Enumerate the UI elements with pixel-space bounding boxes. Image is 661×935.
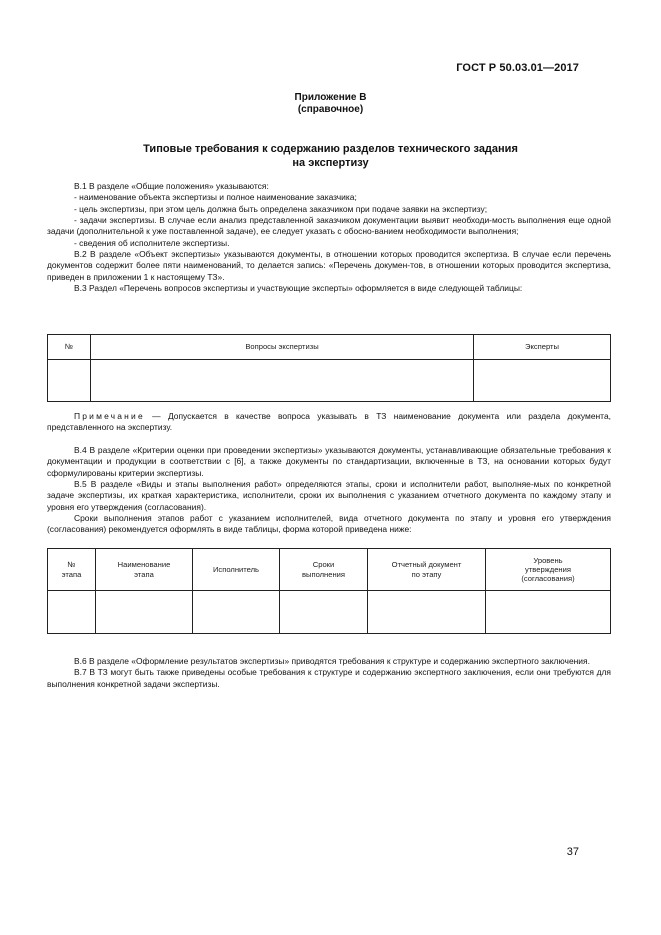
paragraph: В.1 В разделе «Общие положения» указываются: [74, 181, 269, 191]
paragraph: - сведения об исполнителе экспертизы. [74, 237, 230, 248]
header-line: Наименование [117, 560, 171, 570]
section-title-line1: Типовые требования к содержанию разделов технического задания [143, 143, 518, 155]
appendix-title [0, 92, 661, 116]
header-line: утверждения [525, 564, 571, 574]
paragraph: В.4 В разделе «Критерии оценки при проведении экспертизы» указываются документы, устанавливающие обязательные требования к документации и продукции в соответствии с [6], а также документы по стандартизации, включенные в ТЗ, на основании которых будут сформулированы критерии экспертизы. [47, 445, 611, 478]
header-line: Уровень [533, 555, 563, 565]
paragraph: - цель экспертизы, при этом цель должна быть определена заказчиком при подаче заявки на экспертизу; [74, 203, 488, 214]
table-header-cell: Эксперты [474, 335, 611, 360]
paragraph: В.5 В разделе «Виды и этапы выполнения работ» определяются этапы, сроки и исполнители работ, выполняе-мых по конкретной задаче экспертизы, их краткая характеристика, исполнители, сроки их выполнения с указанием отчетного документа по каждому этапу и уровня его утверждения (согласования). [47, 479, 611, 512]
page-number: 37 [566, 846, 579, 858]
header-line: этапа [134, 569, 154, 579]
paragraph: В.7 В ТЗ могут быть также приведены особые требования к структуре и содержанию экспертного заключения, если они требуются для выполнения конкретной задачи экспертизы. [47, 667, 611, 689]
paragraph: - задачи экспертизы. В случае если анализ представленной заказчиком документации выявит необходи-мость выполнения еще одной задачи (дополнительной к уже поставленной задаче), ее следует указать с обосно-ванием необходимости выполнения; [47, 215, 611, 237]
stages-table [47, 548, 611, 634]
paragraph: В.6 В разделе «Оформление результатов экспертизы» приводятся требования к структуре и содержанию экспертного заключения. [74, 656, 590, 666]
table-header-cell [96, 549, 193, 591]
header-line: № [67, 560, 76, 570]
table-cell [368, 591, 486, 634]
table-cell [193, 591, 280, 634]
table-header-cell: Вопросы экспертизы [91, 335, 474, 360]
table-cell [96, 591, 193, 634]
section-title [0, 143, 661, 170]
table-header-cell [193, 549, 280, 591]
questions-table [47, 334, 611, 402]
note-text: — Допускается в качестве вопроса указывать в ТЗ наименование документа или раздела документа, представленного на экспертизу. [47, 411, 611, 433]
header-line: Исполнитель [212, 564, 260, 574]
table-note [47, 411, 611, 434]
note-label: Примечание [74, 411, 145, 421]
table-cell [474, 360, 611, 402]
appendix-name: Приложение В [294, 92, 367, 103]
paragraph: Сроки выполнения этапов работ с указанием исполнителей, вида отчетного документа по этапу и уровня его утверждения (согласования) рекомендуется оформлять в виде таблицы, форма которой приведена ниже: [47, 513, 611, 535]
table-header-cell: № [48, 335, 91, 360]
table-header-cell [368, 549, 486, 591]
table-cell [280, 591, 368, 634]
header-line: этапа [61, 569, 82, 579]
document-code: ГОСТ Р 50.03.01—2017 [456, 62, 579, 74]
paragraph: В.2 В разделе «Объект экспертизы» указываются документы, в отношении которых проводится экспертиза. В случае если перечень документов содержит более пяти наименований, то делается запись: «Перечень докумен-тов, в отношении которых проводится экспертиза, приведен в приложении 1 к настоящему ТЗ». [47, 249, 611, 282]
table-row [48, 591, 611, 634]
table-row [48, 360, 611, 402]
header-line: (согласования) [521, 574, 575, 584]
table-header-cell [48, 549, 96, 591]
middle-paragraphs [47, 445, 611, 536]
table-header-cell [280, 549, 368, 591]
table-cell [91, 360, 474, 402]
table-header-cell [486, 549, 611, 591]
table-cell [48, 591, 96, 634]
section-title-line2: на экспертизу [292, 156, 369, 169]
table-cell [486, 591, 611, 634]
appendix-type: (справочное) [297, 104, 364, 115]
paragraph: - наименование объекта экспертизы и полное наименование заказчика; [74, 192, 357, 203]
bottom-paragraphs [47, 656, 611, 690]
header-line: Отчетный документ [391, 560, 462, 570]
header-line: по этапу [411, 569, 442, 579]
top-paragraphs [47, 181, 611, 294]
table-cell [48, 360, 91, 402]
paragraph: В.3 Раздел «Перечень вопросов экспертизы и участвующие эксперты» оформляется в виде следующей таблицы: [74, 283, 523, 294]
header-line: выполнения [301, 569, 346, 579]
header-line: Сроки [312, 560, 335, 570]
